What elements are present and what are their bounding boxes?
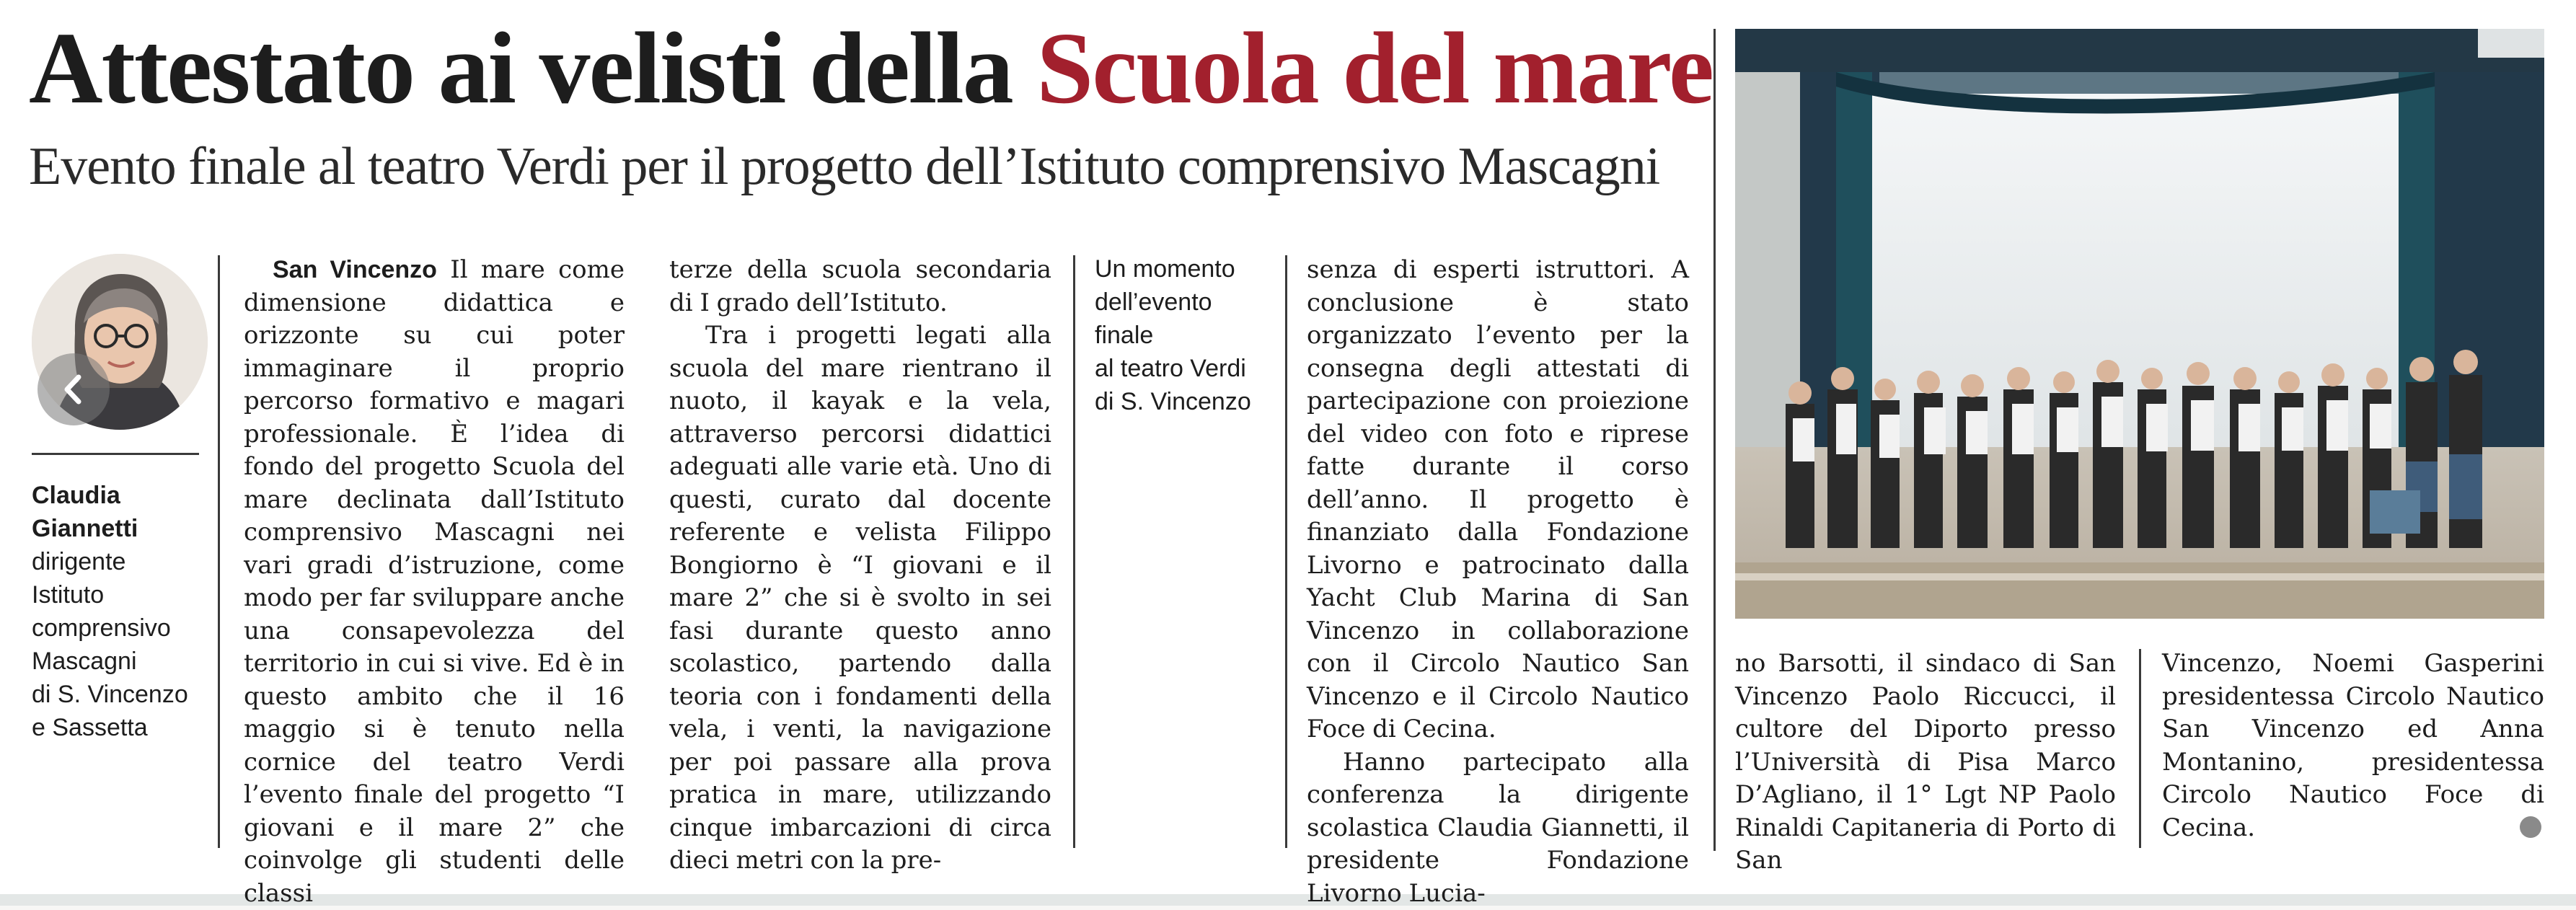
author-name-last: Giannetti <box>32 512 212 545</box>
event-photo <box>1735 29 2544 619</box>
byline-divider <box>32 453 199 455</box>
body-column-4 <box>1735 648 2116 878</box>
author-role-line: di S. Vincenzo <box>32 678 212 711</box>
photo-caption <box>1095 252 1289 418</box>
scroll-indicator[interactable] <box>2520 816 2541 838</box>
author-name-first: Claudia <box>32 479 212 512</box>
author-role-line: Mascagni <box>32 645 212 678</box>
title-part2-accent: Scuola del mare <box>1036 11 1713 125</box>
title-part1: Attestato ai velisti della <box>29 11 1013 125</box>
body-paragraph: Tra i progetti legati alla scuola del mare rientrano il nuoto, il kayak e la vela, attraverso percorsi didattici adeguati alle varie età. Uno di questi, curato dal docente referente e velista Filippo Bongiorno è “I giovani e il mare 2” che si è svolto in sei fasi durante questo anno scolastico, partendo dalla teoria con i fondamenti della vela, i venti, la navigazione per poi passare alla prova pratica in mare, utilizzando cinque imbarcazioni di circa dieci metri con la pre- <box>669 319 1051 878</box>
caption-line: di S. Vincenzo <box>1095 385 1289 418</box>
caption-line: dell’evento <box>1095 286 1289 319</box>
body-column-1 <box>244 254 625 910</box>
body-column-3 <box>1307 254 1689 910</box>
author-role-line: e Sassetta <box>32 711 212 744</box>
author-role-line: dirigente <box>32 545 212 578</box>
body-paragraph: Vincenzo, Noemi Gasperini presidentessa Circolo Nautico San Vincenzo ed Anna Montanino, presidentessa Circolo Nautico Foce di Cecina. <box>2162 648 2544 844</box>
chevron-left-icon <box>56 371 92 407</box>
previous-arrow-button[interactable] <box>38 353 110 425</box>
column-divider-4 <box>2139 649 2141 848</box>
author-byline <box>32 479 212 744</box>
header-photo-divider <box>1713 29 1716 851</box>
body-paragraph: no Barsotti, il sindaco di San Vincenzo Paolo Riccucci, il cultore del Diporto presso l’Università di Pisa Marco D’Agliano, il 1° Lgt NP Paolo Rinaldi Capitaneria di Porto di San <box>1735 648 2116 878</box>
body-paragraph: senza di esperti istruttori. A conclusione è stato organizzato l’evento per la consegna degli attestati di partecipazione con proiezione del video con foto e riprese fatte durante il corso dell’anno. Il progetto è finanziato dalla Fondazione Livorno e patrocinato dalla Yacht Club Marina di San Vincenzo in collaborazione con il Circolo Nautico San Vincenzo e il Circolo Nautico Foce di Cecina. <box>1307 254 1689 746</box>
dateline-kicker: San Vincenzo <box>273 256 437 283</box>
body-text: Il mare come dimensione didattica e orizzonte su cui poter immaginare il proprio percorso formativo e magari professionale. È l’idea di fondo del progetto Scuola del mare declinata dall’Istituto comprensivo Mascagni nei vari gradi d’istruzione, come modo per far sviluppare anche una consapevolezza del territorio in cui si vive. Ed è in questo ambito che il 16 maggio si è tenuto nella cornice del teatro Verdi l’evento finale del progetto “I giovani e il mare 2” che coinvolge gli studenti delle classi <box>244 255 625 908</box>
caption-line: Un momento <box>1095 252 1289 286</box>
body-column-5 <box>2162 648 2544 844</box>
column-divider-1 <box>218 255 220 848</box>
caption-line: finale <box>1095 319 1289 352</box>
article-subtitle: Evento finale al teatro Verdi per il progetto dell’Istituto comprensivo Mascagni <box>29 134 1709 199</box>
body-column-2 <box>669 254 1051 878</box>
body-paragraph: Hanno partecipato alla conferenza la dirigente scolastica Claudia Giannetti, il presidente Fondazione Livorno Lucia- <box>1307 746 1689 910</box>
author-role-line: Istituto <box>32 578 212 611</box>
author-role-line: comprensivo <box>32 611 212 645</box>
article-title <box>29 10 1709 125</box>
caption-line: al teatro Verdi <box>1095 352 1289 385</box>
column-divider-2 <box>1073 255 1075 848</box>
body-paragraph: terze della scuola secondaria di I grado dell’Istituto. <box>669 254 1051 319</box>
